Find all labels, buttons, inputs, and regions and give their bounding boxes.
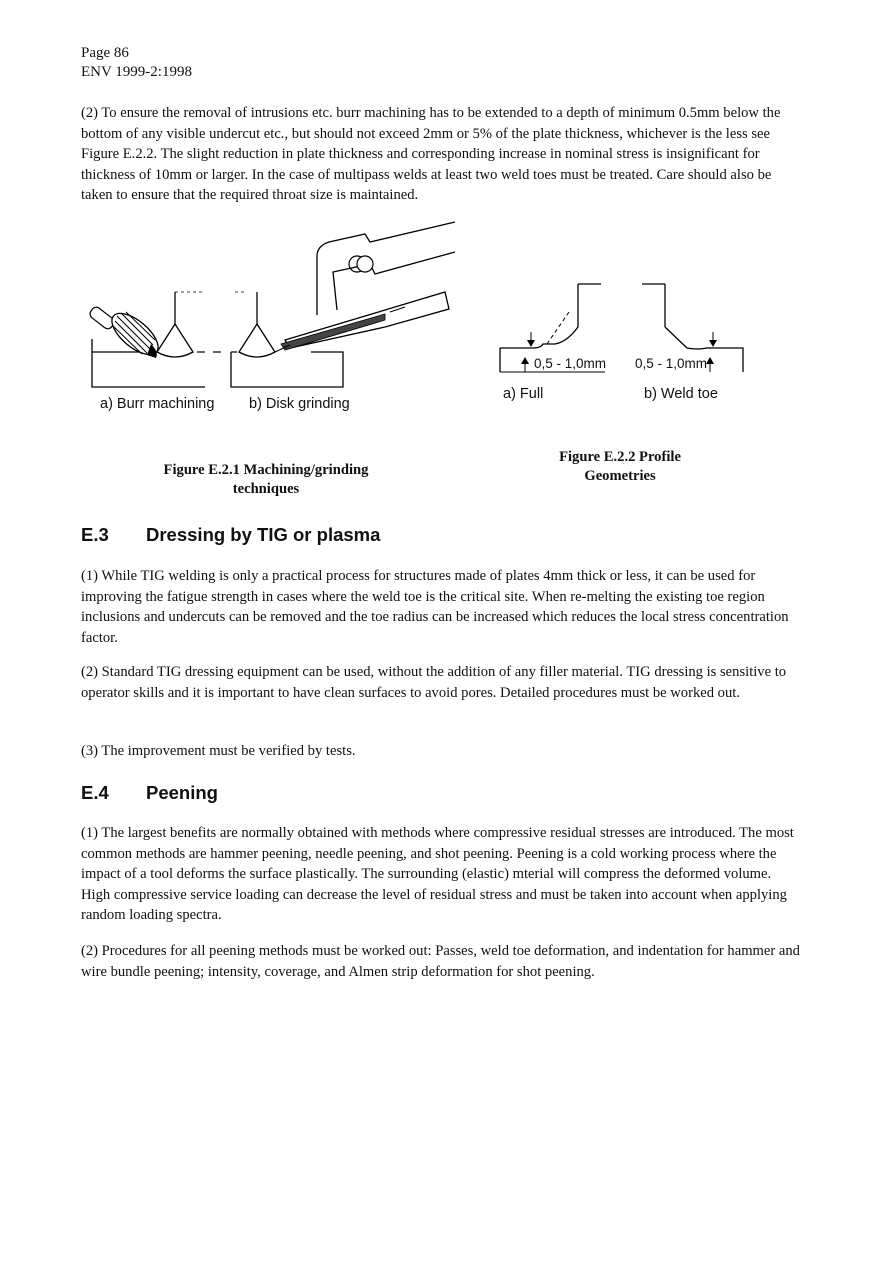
figure-e22-caption: Figure E.2.2 Profile Geometries [559,449,681,484]
e3-paragraph-3: (3) The improvement must be verified by tests. [81,743,356,759]
figure-e21-caption: Figure E.2.1 Machining/grinding techniques [163,462,369,497]
burr-weld-bead [157,324,193,357]
e3-paragraph-2: (2) Standard TIG dressing equipment can be used, without the addition of any filler material. TIG dressing is sensitive to operator skills and it is important to have clean surfaces to avoid pores. Detailed procedures must be worked out. [81,664,787,701]
weld-toe-dimension: 0,5 - 1,0mm [635,356,708,371]
weld-toe-label: b) Weld toe [644,386,718,402]
section-e3-number: E.3 [81,524,109,545]
burr-tool-icon [88,305,165,362]
disk-grinder-icon [275,222,455,352]
disk-grinding-label: b) Disk grinding [249,396,350,412]
e4-paragraph-1: (1) The largest benefits are normally obtained with methods where compressive residual stresses are introduced. The most common methods are hammer peening, needle peening, and shot peening. Peening is a cold working process where the impact of a tool deforms the surface plastically. The surrounding (elastic) mterial will compress the deformed volume. High compressive service loading can decrease the level of residual stress and must be taken into account when applying random loading spectra. [81,825,794,923]
section-e4-number: E.4 [81,782,109,803]
intro-paragraph: (2) To ensure the removal of intrusions etc. burr machining has to be extended to a depth of minimum 0.5mm below the bottom of any visible undercut etc., but should not exceed 2mm or 5% of the plate thickness, whichever is the less see Figure E.2.2. The slight reduction in plate thickness and corresponding increase in nominal stress is insignificant for thickness of 10mm or larger. In the case of multipass welds at least two weld toes must be treated. Care should also be taken to ensure that the required throat size is maintained. [81,105,781,203]
machining-grinding-figure [85,212,460,397]
page-number: Page 86 [81,45,129,61]
section-e3-title: Dressing by TIG or plasma [146,524,381,545]
grind-weld-bead [239,324,275,357]
grind-plate-outline [231,352,343,387]
e3-paragraph-1: (1) While TIG welding is only a practical process for structures made of plates 4mm thick or less, it can be used for improving the fatigue strength in cases where the weld toe is the critical site. When re-melting the existing toe region inclusions and undercuts can be removed and the toe radius can be increased which reduces the local stress concentration factor. [81,568,789,646]
full-dimension: 0,5 - 1,0mm [534,356,607,371]
full-label: a) Full [503,386,544,402]
document-standard: ENV 1999-2:1998 [81,64,192,80]
burr-machining-label: a) Burr machining [100,396,215,412]
e4-paragraph-2: (2) Procedures for all peening methods must be worked out: Passes, weld toe deformation, and indentation for hammer and wire bundle peening; intensity, coverage, and Almen strip deformation for shot peening. [81,943,800,980]
section-e4-title: Peening [146,782,218,803]
